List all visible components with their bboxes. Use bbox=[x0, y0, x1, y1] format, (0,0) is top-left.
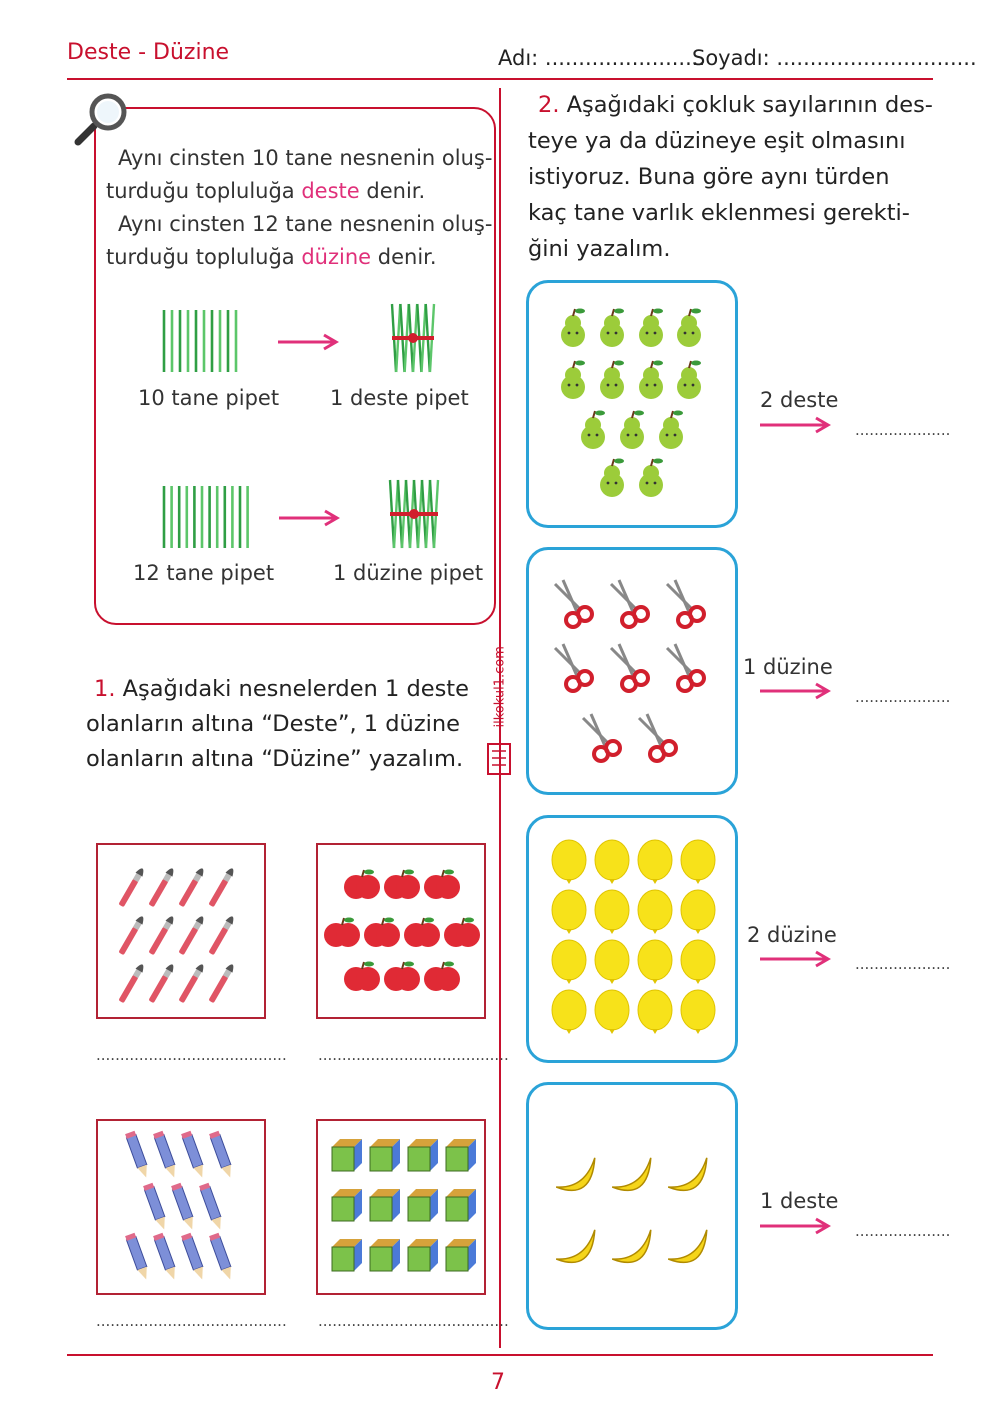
banana bbox=[553, 1158, 604, 1199]
balloon bbox=[552, 990, 586, 1034]
brushes-box bbox=[96, 843, 266, 1019]
apple bbox=[344, 870, 380, 900]
brush bbox=[178, 915, 206, 956]
scissors bbox=[611, 644, 648, 691]
balloon bbox=[638, 940, 672, 984]
brush bbox=[208, 963, 236, 1004]
apple bbox=[424, 870, 460, 900]
apple bbox=[444, 918, 480, 948]
ribbon-bow bbox=[409, 509, 419, 519]
pencil bbox=[125, 1131, 151, 1180]
arrow-icon bbox=[277, 508, 341, 528]
name-field-label: Adı: ........................ bbox=[498, 46, 706, 70]
cube bbox=[446, 1139, 476, 1171]
question-2-line-4: kaç tane varlık eklenmesi gerekti- bbox=[528, 200, 910, 226]
apple bbox=[404, 918, 440, 948]
pencil bbox=[181, 1131, 207, 1180]
scissors bbox=[583, 714, 620, 761]
definition-line-3: Aynı cinsten 12 tane nesnenin oluş- bbox=[118, 212, 493, 236]
apple bbox=[424, 962, 460, 992]
caption-1-duzine: 1 düzine pipet bbox=[333, 561, 484, 585]
question-2-line-3: istiyoruz. Buna göre aynı türden bbox=[528, 164, 890, 190]
pencil bbox=[143, 1183, 169, 1232]
cube bbox=[332, 1239, 362, 1271]
scissors-box bbox=[526, 547, 738, 795]
banana bbox=[609, 1230, 660, 1271]
apple bbox=[384, 962, 420, 992]
brush bbox=[208, 915, 236, 956]
keyword-duzine: düzine bbox=[301, 245, 372, 269]
answer-line-row-2[interactable]: .................... bbox=[855, 688, 951, 706]
answer-line-pencils[interactable]: ........................................ bbox=[96, 1312, 287, 1330]
surname-field-label: Soyadı: .............................. bbox=[692, 46, 977, 70]
scissors bbox=[555, 644, 592, 691]
pencil bbox=[171, 1183, 197, 1232]
balloon bbox=[681, 890, 715, 934]
straws-12-image bbox=[160, 484, 254, 550]
pear bbox=[581, 411, 605, 450]
question-1-line-2: olanların altına “Deste”, 1 düzine bbox=[86, 711, 460, 737]
header-rule bbox=[67, 78, 933, 80]
cube bbox=[370, 1189, 400, 1221]
balloon bbox=[552, 940, 586, 984]
question-2-line-5: ğini yazalım. bbox=[528, 236, 671, 262]
pencil bbox=[209, 1233, 235, 1282]
answer-line-row-1[interactable]: .................... bbox=[855, 421, 951, 439]
definition-line-1: Aynı cinsten 10 tane nesnenin oluş- bbox=[118, 146, 493, 170]
quantity-label-2: 1 düzine bbox=[743, 655, 833, 679]
quantity-label-1: 2 deste bbox=[760, 388, 839, 412]
cube bbox=[370, 1239, 400, 1271]
keyword-deste: deste bbox=[301, 179, 360, 203]
cube bbox=[446, 1239, 476, 1271]
pear bbox=[620, 411, 644, 450]
balloon bbox=[638, 990, 672, 1034]
page-number: 7 bbox=[491, 1370, 505, 1395]
cubes-box bbox=[316, 1119, 486, 1295]
quantity-label-4: 1 deste bbox=[760, 1189, 839, 1213]
balloon bbox=[638, 840, 672, 884]
watermark-text: ilkokul1.com bbox=[492, 646, 508, 728]
arrow-icon bbox=[758, 415, 832, 435]
arrow-icon bbox=[758, 1216, 832, 1236]
brush bbox=[148, 963, 176, 1004]
banana bbox=[665, 1230, 716, 1271]
question-2-line-2: teye ya da düzineye eşit olmasını bbox=[528, 128, 906, 154]
balloons-box bbox=[526, 815, 738, 1063]
pencils-box bbox=[96, 1119, 266, 1295]
brush bbox=[208, 867, 236, 908]
cube bbox=[332, 1189, 362, 1221]
pear bbox=[639, 361, 663, 400]
arrow-icon bbox=[758, 949, 832, 969]
page-title: Deste - Düzine bbox=[67, 40, 230, 65]
caption-10-straws: 10 tane pipet bbox=[138, 386, 280, 410]
pencil bbox=[125, 1233, 151, 1282]
pencil bbox=[199, 1183, 225, 1232]
apple bbox=[344, 962, 380, 992]
cube bbox=[408, 1139, 438, 1171]
pear bbox=[677, 309, 701, 348]
caption-12-straws: 12 tane pipet bbox=[133, 561, 275, 585]
answer-line-cubes[interactable]: ........................................ bbox=[318, 1312, 509, 1330]
banana bbox=[665, 1158, 716, 1199]
scissors bbox=[667, 644, 704, 691]
balloon bbox=[638, 890, 672, 934]
pears-box bbox=[526, 280, 738, 528]
apple bbox=[384, 870, 420, 900]
pear bbox=[677, 361, 701, 400]
brush bbox=[148, 867, 176, 908]
straw-bundle-deste-image bbox=[390, 302, 436, 374]
bananas-box bbox=[526, 1082, 738, 1330]
cube bbox=[370, 1139, 400, 1171]
balloon bbox=[595, 890, 629, 934]
balloon bbox=[595, 990, 629, 1034]
pear bbox=[639, 309, 663, 348]
pear bbox=[639, 459, 663, 498]
banana bbox=[553, 1230, 604, 1271]
definition-line-4: turduğu topluluğa düzine denir. bbox=[106, 245, 437, 269]
balloon bbox=[595, 840, 629, 884]
pear bbox=[561, 309, 585, 348]
brush bbox=[118, 963, 146, 1004]
apples-box bbox=[316, 843, 486, 1019]
balloon bbox=[552, 890, 586, 934]
cube bbox=[408, 1189, 438, 1221]
scissors bbox=[639, 714, 676, 761]
pencil bbox=[153, 1233, 179, 1282]
apple bbox=[364, 918, 400, 948]
pear bbox=[600, 309, 624, 348]
brush bbox=[178, 963, 206, 1004]
answer-line-row-3[interactable]: .................... bbox=[855, 955, 951, 973]
balloon bbox=[681, 840, 715, 884]
arrow-icon bbox=[758, 681, 832, 701]
cube bbox=[332, 1139, 362, 1171]
question-1-line-3: olanların altına “Düzine” yazalım. bbox=[86, 746, 464, 772]
answer-line-apples[interactable]: ........................................ bbox=[318, 1046, 509, 1064]
brush bbox=[118, 867, 146, 908]
answer-line-row-4[interactable]: .................... bbox=[855, 1222, 951, 1240]
scissors bbox=[611, 580, 648, 627]
answer-line-brushes[interactable]: ........................................ bbox=[96, 1046, 287, 1064]
pencil bbox=[209, 1131, 235, 1180]
quantity-label-3: 2 düzine bbox=[747, 923, 837, 947]
cube bbox=[408, 1239, 438, 1271]
pencil bbox=[181, 1233, 207, 1282]
pear bbox=[561, 361, 585, 400]
brush bbox=[148, 915, 176, 956]
balloon bbox=[681, 940, 715, 984]
footer-rule bbox=[67, 1354, 933, 1356]
balloon bbox=[552, 840, 586, 884]
straw-bundle-duzine-image bbox=[388, 478, 440, 550]
brush bbox=[178, 867, 206, 908]
pencil bbox=[153, 1131, 179, 1180]
question-2-line-1: 2. Aşağıdaki çokluk sayılarının des- bbox=[538, 92, 933, 118]
arrow-icon bbox=[276, 332, 340, 352]
banana bbox=[609, 1158, 660, 1199]
question-1-line-1: 1. Aşağıdaki nesnelerden 1 deste bbox=[94, 676, 469, 702]
pear bbox=[659, 411, 683, 450]
pear bbox=[600, 459, 624, 498]
scissors bbox=[555, 580, 592, 627]
brush bbox=[118, 915, 146, 956]
definition-line-2: turduğu topluluğa deste denir. bbox=[106, 179, 426, 203]
scissors bbox=[667, 580, 704, 627]
apple bbox=[324, 918, 360, 948]
ribbon-bow bbox=[408, 333, 418, 343]
balloon bbox=[681, 990, 715, 1034]
pear bbox=[600, 361, 624, 400]
balloon bbox=[595, 940, 629, 984]
straws-10-image bbox=[160, 308, 242, 374]
cube bbox=[446, 1189, 476, 1221]
caption-1-deste: 1 deste pipet bbox=[330, 386, 469, 410]
